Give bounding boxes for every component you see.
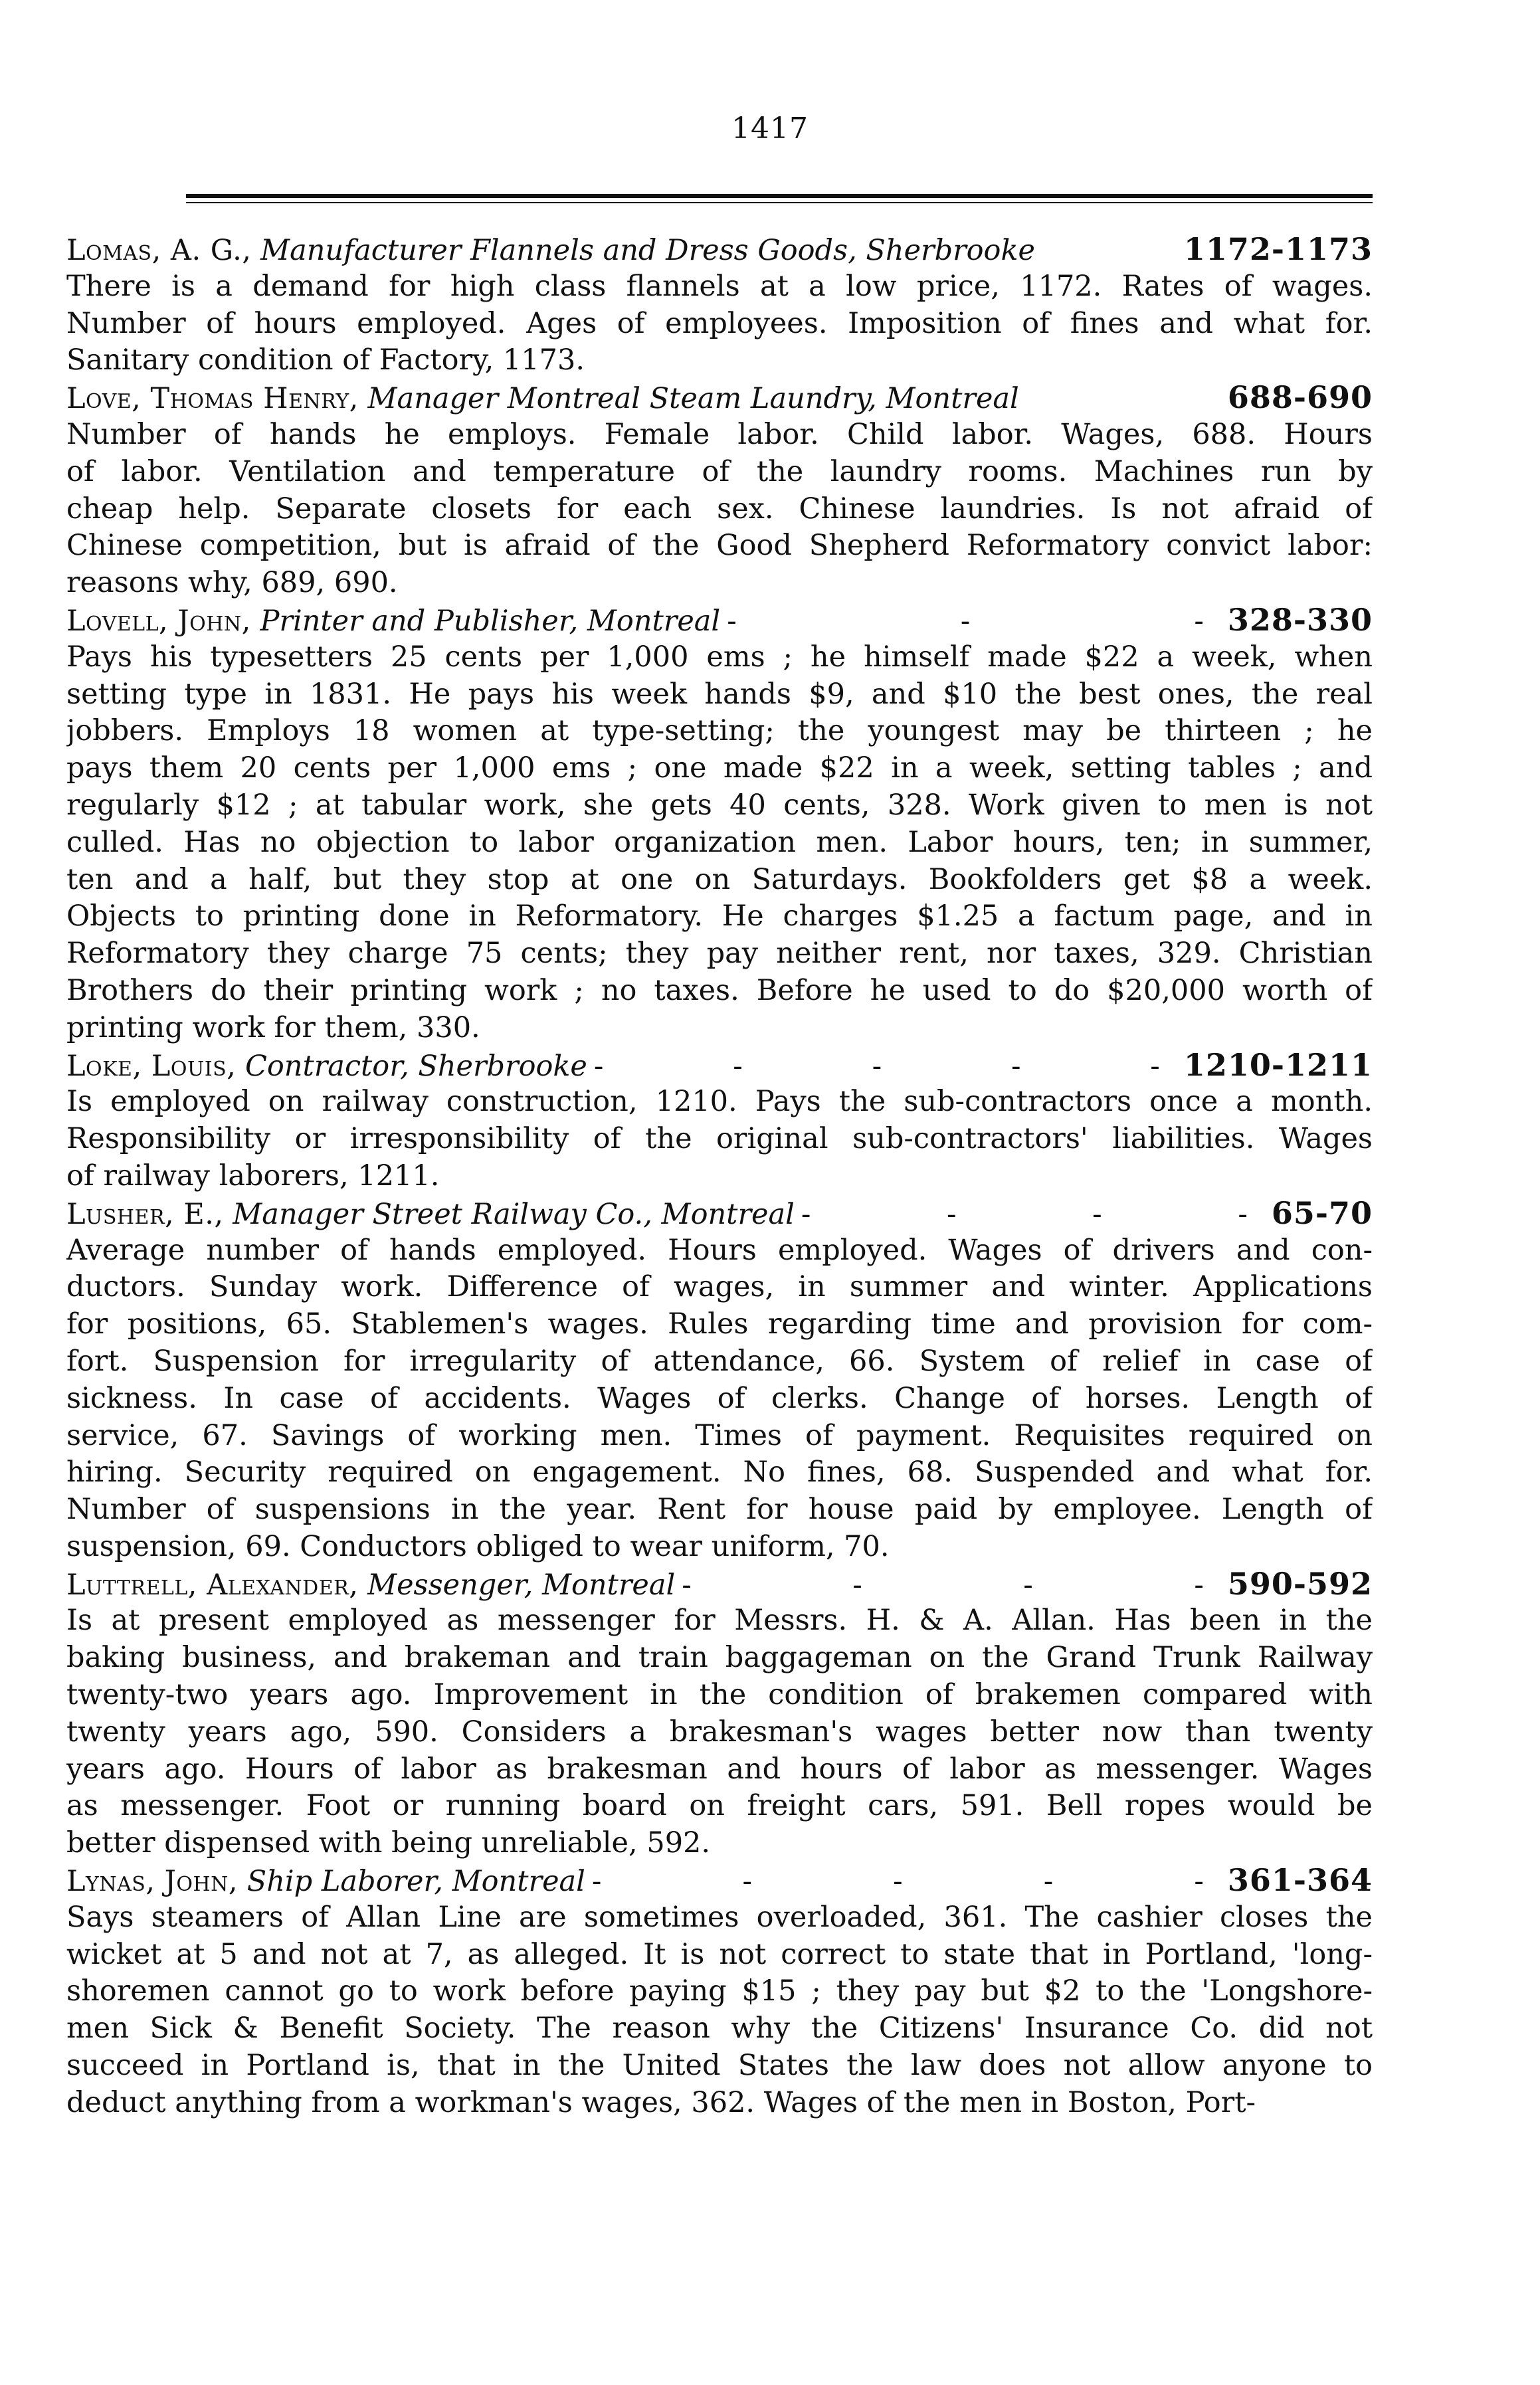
entry-text-line: Objects to printing done in Reformatory. He charges $1.25 a factum page, and in [66, 900, 1373, 933]
index-entry [66, 231, 1373, 379]
entry-text-line: pays them 20 cents per 1,000 ems ; one made $22 in a week, setting tables ; and [66, 751, 1373, 785]
entry-text-line: cheap help. Separate closets for each sex. Chinese laundries. Is not afraid of [66, 492, 1373, 525]
entry-occupation: Ship Laborer, Montreal [246, 1865, 585, 1899]
entry-page-range: 688-690 [1227, 379, 1373, 416]
entry-page-range: 1210-1211 [1183, 1046, 1373, 1083]
entry-occupation: Manager Street Railway Co., Montreal [233, 1197, 795, 1231]
entry-heading [66, 1047, 1373, 1084]
entry-leader-dashes: - - - - - [593, 1049, 1177, 1083]
entry-page-range: 65-70 [1271, 1194, 1373, 1231]
entry-text-line: ductors. Sunday work. Difference of wages, in summer and winter. Applications [66, 1270, 1373, 1304]
entry-text-line: wicket at 5 and not at 7, as alleged. It is not correct to state that in Portland, 'long- [66, 1937, 1373, 1971]
entry-text-line: printing work for them, 330. [66, 1010, 480, 1044]
entry-page-range: 328-330 [1227, 601, 1373, 638]
entry-text-line: Reformatory they charge 75 cents; they pay neither rent, nor taxes, 329. Christian [66, 937, 1373, 971]
entry-text-line: Number of hands he employs. Female labor. Child labor. Wages, 688. Hours [66, 417, 1373, 451]
entry-heading [66, 231, 1373, 268]
entry-name: Lovell, John, [66, 604, 251, 638]
entry-leader-dashes: - - - - - [591, 1865, 1221, 1899]
entry-text-line: hiring. Security required on engagement. No fines, 68. Suspended and what for. [66, 1456, 1373, 1489]
entry-text-line: for positions, 65. Stablemen's wages. Rules regarding time and provision for com- [66, 1307, 1373, 1341]
entry-leader-dashes: - - - [727, 604, 1221, 638]
entry-text-line: Average number of hands employed. Hours employed. Wages of drivers and con- [66, 1233, 1373, 1267]
index-entry [66, 1566, 1373, 1862]
entry-text-line: years ago. Hours of labor as brakesman and hours of labor as messenger. Wages [66, 1752, 1373, 1786]
entry-text-line: Number of suspensions in the year. Rent for house paid by employee. Length of [66, 1493, 1373, 1527]
index-entries [66, 231, 1373, 2122]
entry-heading [66, 1566, 1373, 1603]
entry-name: Luttrell, Alexander, [66, 1568, 359, 1602]
entry-text-line: jobbers. Employs 18 women at type-setting; the youngest may be thirteen ; he [66, 714, 1373, 748]
entry-text-line: Sanitary condition of Factory, 1173. [66, 343, 585, 377]
entry-text-line: of labor. Ventilation and temperature of the laundry rooms. Machines run by [66, 454, 1373, 488]
entry-text-line: ten and a half, but they stop at one on Saturdays. Bookfolders get $8 a week. [66, 862, 1373, 896]
index-entry [66, 602, 1373, 1047]
entry-occupation: Manufacturer Flannels and Dress Goods, Sherbrooke [260, 234, 1035, 267]
index-entry [66, 1862, 1373, 2122]
entry-text-line: culled. Has no objection to labor organization men. Labor hours, ten; in summer, [66, 825, 1373, 859]
entry-text-line: fort. Suspension for irregularity of attendance, 66. System of relief in case of [66, 1344, 1373, 1378]
index-entry [66, 379, 1373, 602]
entry-text-line: deduct anything from a workman's wages, 362. Wages of the men in Boston, Port- [66, 2085, 1256, 2119]
header-rule-thin [186, 202, 1373, 203]
entry-name: Lusher, E., [66, 1197, 224, 1231]
entry-text-line: Is at present employed as messenger for Messrs. H. & A. Allan. Has been in the [66, 1604, 1373, 1638]
entry-text-line: setting type in 1831. He pays his week hands $9, and $10 the best ones, the real [66, 677, 1373, 711]
entry-name: Love, Thomas Henry, [66, 382, 359, 416]
entry-leader-dashes: - - - - [801, 1197, 1265, 1231]
entry-text-line: Number of hours employed. Ages of employees. Imposition of fines and what for. [66, 306, 1373, 340]
entry-text-line: twenty years ago, 590. Considers a brakesman's wages better now than twenty [66, 1715, 1373, 1749]
entry-heading [66, 602, 1373, 639]
index-entry [66, 1047, 1373, 1195]
entry-name: Lynas, John, [66, 1865, 239, 1899]
entry-text-line: Chinese competition, but is afraid of the Good Shepherd Reformatory convict labor: [66, 529, 1373, 563]
entry-leader-dashes: - - - - [682, 1568, 1221, 1602]
entry-text-line: sickness. In case of accidents. Wages of clerks. Change of horses. Length of [66, 1381, 1373, 1415]
entry-occupation: Messenger, Montreal [367, 1568, 676, 1602]
entry-text-line: as messenger. Foot or running board on freight cars, 591. Bell ropes would be [66, 1789, 1373, 1823]
entry-heading [66, 1862, 1373, 1899]
entry-occupation: Contractor, Sherbrooke [244, 1049, 587, 1083]
entry-text-line: twenty-two years ago. Improvement in the condition of brakemen compared with [66, 1678, 1373, 1712]
page-number: 1417 [731, 112, 809, 145]
entry-text-line: men Sick & Benefit Society. The reason why the Citizens' Insurance Co. did not [66, 2012, 1373, 2046]
entry-text-line: service, 67. Savings of working men. Times of payment. Requisites required on [66, 1418, 1373, 1452]
index-entry [66, 1195, 1373, 1566]
entry-heading [66, 1195, 1373, 1232]
entry-text-line: shoremen cannot go to work before paying $15 ; they pay but $2 to the 'Longshore- [66, 1974, 1373, 2008]
entry-name: Loke, Louis, [66, 1049, 237, 1083]
entry-text-line: Pays his typesetters 25 cents per 1,000 ems ; he himself made $22 a week, when [66, 640, 1373, 674]
entry-text-line: baking business, and brakeman and train baggageman on the Grand Trunk Railway [66, 1641, 1373, 1675]
entry-text-line: Brothers do their printing work ; no taxes. Before he used to do $20,000 worth of [66, 973, 1373, 1007]
entry-text-line: reasons why, 689, 690. [66, 566, 398, 600]
entry-occupation: Manager Montreal Steam Laundry, Montreal [367, 382, 1019, 416]
entry-text-line: suspension, 69. Conductors obliged to wear uniform, 70. [66, 1529, 890, 1563]
entry-page-range: 361-364 [1227, 1862, 1373, 1899]
entry-text-line: succeed in Portland is, that in the United States the law does not allow anyone to [66, 2049, 1373, 2083]
entry-page-range: 1172-1173 [1183, 231, 1373, 267]
entry-text-line: Says steamers of Allan Line are sometimes overloaded, 361. The cashier closes the [66, 1900, 1373, 1934]
entry-page-range: 590-592 [1227, 1565, 1373, 1602]
entry-name: Lomas, A. G., [66, 234, 252, 267]
entry-text-line: regularly $12 ; at tabular work, she gets 40 cents, 328. Work given to men is not [66, 788, 1373, 822]
entry-text-line: Responsibility or irresponsibility of the original sub-contractors' liabilities. Wages [66, 1122, 1373, 1156]
header-rule-thick [186, 194, 1373, 198]
entry-heading [66, 379, 1373, 417]
entry-text-line: Is employed on railway construction, 1210. Pays the sub-contractors once a month. [66, 1085, 1373, 1119]
entry-occupation: Printer and Publisher, Montreal [260, 604, 721, 638]
entry-text-line: of railway laborers, 1211. [66, 1159, 440, 1192]
entry-text-line: There is a demand for high class flannels at a low price, 1172. Rates of wages. [66, 269, 1373, 303]
entry-text-line: better dispensed with being unreliable, 592. [66, 1826, 711, 1860]
